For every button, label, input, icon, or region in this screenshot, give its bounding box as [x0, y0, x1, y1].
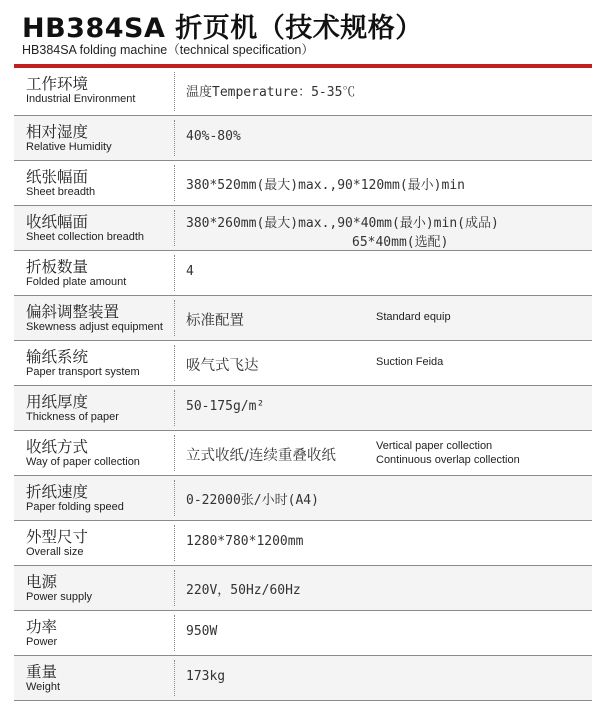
column-divider	[174, 210, 175, 246]
spec-label-cn: 输纸系统	[26, 348, 89, 366]
spec-value: 50-175g/m²	[186, 399, 265, 414]
spec-label-cn: 偏斜调整装置	[26, 303, 120, 321]
spec-row-plate-amount	[14, 251, 592, 296]
spec-value: 1280*780*1200mm	[186, 534, 304, 549]
spec-row-paper-thickness	[14, 386, 592, 431]
spec-value: 0-22000张/小时(A4)	[186, 493, 319, 508]
column-divider	[174, 300, 175, 336]
spec-label-cn: 外型尺寸	[26, 528, 89, 546]
column-divider	[174, 255, 175, 291]
spec-value: 380*260mm(最大)max.,90*40mm(最小)min(成品)	[186, 216, 499, 231]
page-subtitle: HB384SA folding machine（technical specification）	[22, 43, 314, 57]
spec-note: Standard equip	[376, 311, 451, 323]
spec-note: Suction Feida	[376, 356, 444, 368]
column-divider	[174, 525, 175, 561]
column-divider	[174, 72, 175, 111]
spec-label-en: Folded plate amount	[26, 276, 127, 288]
spec-value: 380*520mm(最大)max.,90*120mm(最小)min	[186, 178, 465, 193]
spec-label-cn: 工作环境	[26, 75, 89, 93]
spec-label-cn: 收纸幅面	[26, 213, 89, 231]
spec-label-en: Industrial Environment	[26, 93, 136, 105]
spec-row-collection-way	[14, 431, 592, 476]
page-title: HB384SA 折页机（技术规格）	[22, 13, 423, 44]
spec-label-en: Way of paper collection	[26, 456, 140, 468]
spec-label-en: Paper folding speed	[26, 501, 124, 513]
column-divider	[174, 615, 175, 651]
spec-label-en: Overall size	[26, 546, 84, 558]
spec-value: 温度Temperature：5-35℃	[186, 85, 356, 100]
column-divider	[174, 120, 175, 156]
spec-note	[376, 439, 520, 467]
spec-label-en: Weight	[26, 681, 61, 693]
spec-label-cn: 收纸方式	[26, 438, 89, 456]
spec-table	[14, 68, 592, 701]
column-divider	[174, 435, 175, 471]
spec-row-weight	[14, 656, 592, 701]
column-divider	[174, 480, 175, 516]
spec-value: 4	[186, 264, 194, 279]
column-divider	[174, 570, 175, 606]
column-divider	[174, 345, 175, 381]
spec-label-cn: 电源	[26, 573, 58, 591]
column-divider	[174, 390, 175, 426]
spec-value-optional: 65*40mm(选配)	[352, 235, 449, 250]
spec-note-line: Vertical paper collection	[376, 440, 493, 452]
spec-row-paper-transport	[14, 341, 592, 386]
spec-label-en: Power supply	[26, 591, 93, 603]
spec-label-cn: 用纸厚度	[26, 393, 89, 411]
spec-row-power	[14, 611, 592, 656]
spec-row-power-supply	[14, 566, 592, 611]
spec-value: 吸气式飞达	[186, 358, 259, 374]
spec-label-en: Thickness of paper	[26, 411, 119, 423]
column-divider	[174, 660, 175, 696]
spec-label-en: Skewness adjust equipment	[26, 321, 163, 333]
spec-label-cn: 纸张幅面	[26, 168, 89, 186]
spec-label-cn: 相对湿度	[26, 123, 89, 141]
spec-label-en: Paper transport system	[26, 366, 140, 378]
spec-value: 173kg	[186, 669, 226, 684]
spec-label-en: Relative Humidity	[26, 141, 112, 153]
spec-value: 标准配置	[186, 313, 244, 329]
spec-label-en: Sheet collection breadth	[26, 231, 145, 243]
spec-label-en: Power	[26, 636, 58, 648]
spec-value: 40%-80%	[186, 129, 241, 144]
spec-value: 立式收纸/连续重叠收纸	[186, 448, 336, 464]
spec-label-en: Sheet breadth	[26, 186, 96, 198]
spec-row-folding-speed	[14, 476, 592, 521]
spec-row-collection-breadth	[14, 206, 592, 251]
spec-label-cn: 折纸速度	[26, 483, 89, 501]
spec-row-sheet-breadth	[14, 161, 592, 206]
spec-row-overall-size	[14, 521, 592, 566]
spec-note-line: Continuous overlap collection	[376, 454, 520, 466]
spec-label-cn: 折板数量	[26, 258, 89, 276]
spec-label-cn: 重量	[26, 663, 58, 681]
spec-row-humidity	[14, 116, 592, 161]
spec-value: 220V，50Hz/60Hz	[186, 583, 301, 598]
spec-row-skewness	[14, 296, 592, 341]
column-divider	[174, 165, 175, 201]
spec-value: 950W	[186, 624, 218, 639]
spec-row-environment	[14, 68, 592, 116]
spec-label-cn: 功率	[26, 618, 58, 636]
